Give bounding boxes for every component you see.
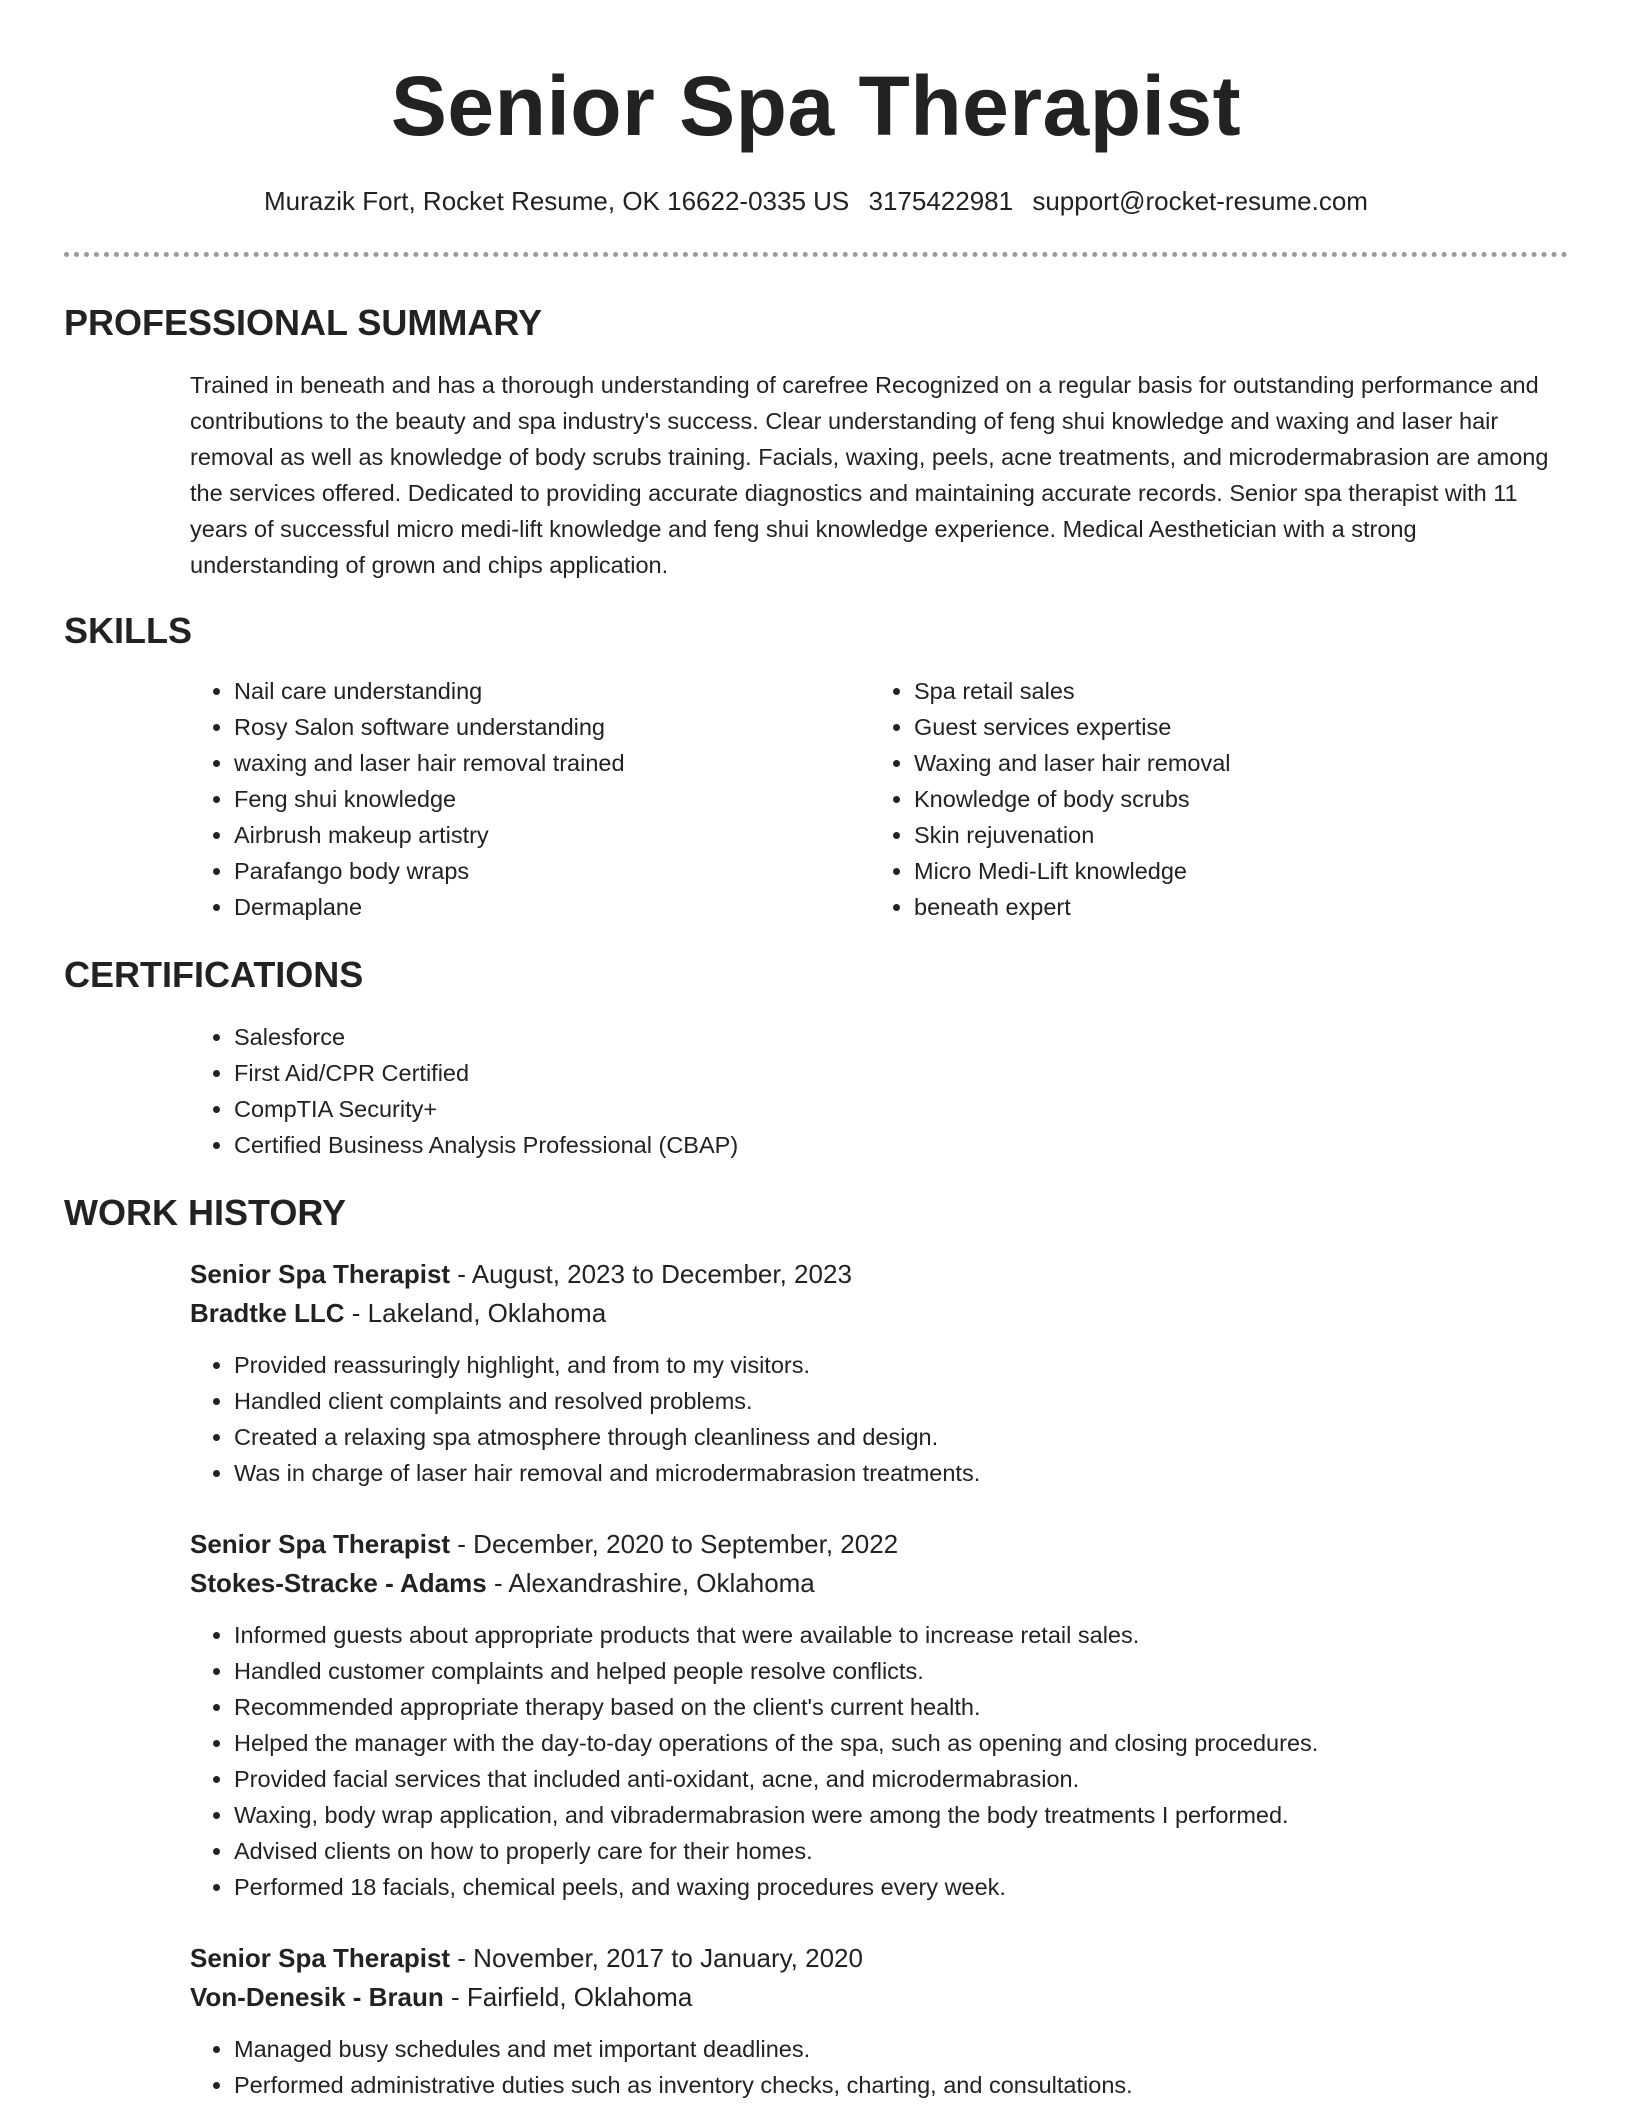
job-title-line xyxy=(190,1939,1568,1978)
job-role: Senior Spa Therapist xyxy=(190,1259,451,1289)
skill-item: • Waxing and laser hair removal xyxy=(914,745,1550,781)
skills-column-right xyxy=(870,673,1550,925)
skills-title: SKILLS xyxy=(64,610,193,651)
certifications-title: CERTIFICATIONS xyxy=(64,954,364,995)
job-bullet: • Recommended appropriate therapy based on the client's current health. xyxy=(234,1689,1568,1725)
job-location: - Lakeland, Oklahoma xyxy=(344,1298,607,1328)
contact-email: support@rocket-resume.com xyxy=(1032,186,1368,216)
job-dates: - November, 2017 to January, 2020 xyxy=(450,1943,863,1973)
job-company-line xyxy=(190,1564,1568,1603)
certifications-bullets xyxy=(190,1019,1568,1163)
summary-section xyxy=(64,301,1568,583)
job-company-line xyxy=(190,1294,1568,1333)
skill-item: • Feng shui knowledge xyxy=(234,781,870,817)
contact-address: Murazik Fort, Rocket Resume, OK 16622-0335 US xyxy=(264,186,850,216)
job-location: - Alexandrashire, Oklahoma xyxy=(486,1568,815,1598)
job-location: - Fairfield, Oklahoma xyxy=(443,1982,693,2012)
job-bullet: • Managed busy schedules and met important deadlines. xyxy=(234,2031,1568,2067)
job-title-line xyxy=(190,1255,1568,1294)
contact-phone: 3175422981 xyxy=(868,186,1014,216)
header-divider xyxy=(64,252,1568,257)
job-role: Senior Spa Therapist xyxy=(190,1943,451,1973)
skill-item: • Dermaplane xyxy=(234,889,870,925)
skill-item: • Airbrush makeup artistry xyxy=(234,817,870,853)
job-dates: - August, 2023 to December, 2023 xyxy=(450,1259,852,1289)
job-bullets xyxy=(190,2031,1568,2103)
skill-item: • Parafango body wraps xyxy=(234,853,870,889)
job-bullet: • Provided reassuringly highlight, and from to my visitors. xyxy=(234,1347,1568,1383)
job-bullet: • Performed 18 facials, chemical peels, and waxing procedures every week. xyxy=(234,1869,1568,1905)
skill-item: • Spa retail sales xyxy=(914,673,1550,709)
skills-column-left xyxy=(190,673,870,925)
job-company: Stokes-Stracke - Adams xyxy=(190,1568,487,1598)
job-company-line xyxy=(190,1978,1568,2017)
certifications-list xyxy=(190,1019,1568,1163)
work-history-section xyxy=(64,1191,1568,2103)
job-company: Von-Denesik - Braun xyxy=(190,1982,444,2012)
certification-item: • Certified Business Analysis Professional (CBAP) xyxy=(234,1127,1568,1163)
skill-item: • Nail care understanding xyxy=(234,673,870,709)
job-bullet: • Waxing, body wrap application, and vibradermabrasion were among the body treatments I performed. xyxy=(234,1797,1568,1833)
job-bullet: • Helped the manager with the day-to-day operations of the spa, such as opening and closing procedures. xyxy=(234,1725,1568,1761)
summary-text: Trained in beneath and has a thorough understanding of carefree Recognized on a regular basis for outstanding performance and contributions to the beauty and spa industry's success. Clear understanding of feng shui knowledge and waxing and laser hair removal as well as knowledge of body scrubs training. Facials, waxing, peels, acne treatments, and microdermabrasion are among the services offered. Dedicated to providing accurate diagnostics and maintaining accurate records. Senior spa therapist with 11 years of successful micro medi-lift knowledge and feng shui knowledge experience. Medical Aesthetician with a strong understanding of grown and chips application. xyxy=(190,372,1549,578)
job-dates: - December, 2020 to September, 2022 xyxy=(450,1529,899,1559)
certification-item: • Salesforce xyxy=(234,1019,1568,1055)
job-role: Senior Spa Therapist xyxy=(190,1529,451,1559)
skill-item: • Guest services expertise xyxy=(914,709,1550,745)
contact-line xyxy=(64,184,1568,218)
job-bullet: • Was in charge of laser hair removal and microdermabrasion treatments. xyxy=(234,1455,1568,1491)
job-entry xyxy=(190,1939,1568,2103)
job-bullet: • Provided facial services that included anti-oxidant, acne, and microdermabrasion. xyxy=(234,1761,1568,1797)
certifications-section xyxy=(64,953,1568,1163)
job-bullet: • Handled client complaints and resolved problems. xyxy=(234,1383,1568,1419)
job-bullet: • Created a relaxing spa atmosphere through cleanliness and design. xyxy=(234,1419,1568,1455)
job-entry xyxy=(190,1255,1568,1491)
skill-item: • waxing and laser hair removal trained xyxy=(234,745,870,781)
resume-name: Senior Spa Therapist xyxy=(390,59,1242,153)
job-bullet: • Performed administrative duties such as inventory checks, charting, and consultations. xyxy=(234,2067,1568,2103)
job-bullet: • Handled customer complaints and helped people resolve conflicts. xyxy=(234,1653,1568,1689)
job-bullet: • Informed guests about appropriate products that were available to increase retail sales. xyxy=(234,1617,1568,1653)
skill-item: • Micro Medi-Lift knowledge xyxy=(914,853,1550,889)
job-title-line xyxy=(190,1525,1568,1564)
job-company: Bradtke LLC xyxy=(190,1298,345,1328)
job-bullets xyxy=(190,1617,1568,1905)
work-history-title: WORK HISTORY xyxy=(64,1192,347,1233)
skill-item: • Knowledge of body scrubs xyxy=(914,781,1550,817)
skill-item: • beneath expert xyxy=(914,889,1550,925)
certification-item: • First Aid/CPR Certified xyxy=(234,1055,1568,1091)
certification-item: • CompTIA Security+ xyxy=(234,1091,1568,1127)
skill-item: • Rosy Salon software understanding xyxy=(234,709,870,745)
job-bullets xyxy=(190,1347,1568,1491)
skill-item: • Skin rejuvenation xyxy=(914,817,1550,853)
job-entry xyxy=(190,1525,1568,1905)
skills-section xyxy=(64,609,1568,925)
job-bullet: • Advised clients on how to properly care for their homes. xyxy=(234,1833,1568,1869)
summary-title: PROFESSIONAL SUMMARY xyxy=(64,302,543,343)
skills-grid xyxy=(190,673,1568,925)
